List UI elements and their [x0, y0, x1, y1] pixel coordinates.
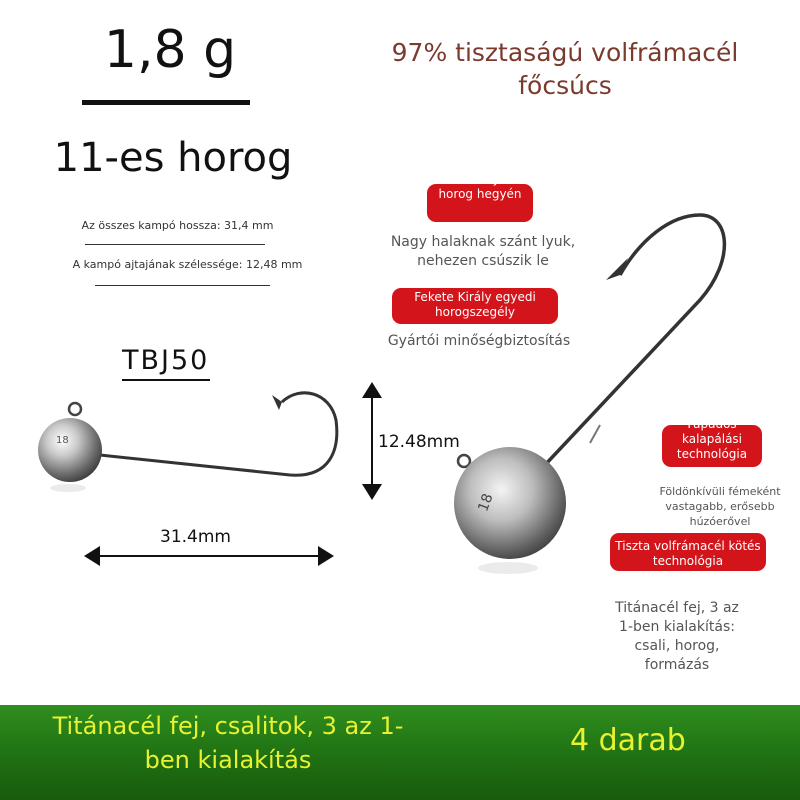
small-jig-hook	[38, 393, 337, 492]
height-dimension-label: 12.48mm	[378, 432, 460, 452]
feature-desc-black-king: Gyártói minőségbiztosítás	[387, 333, 571, 349]
svg-text:18: 18	[56, 435, 69, 446]
banner-quantity-text: 4 darab	[570, 723, 686, 758]
feature-desc-bleeding-tip: Nagy halaknak szánt lyuk, nehezen csúszik le	[390, 234, 576, 269]
feature-desc-forging: Földönkívüli fémeként vastagabb, erősebb húzóerővel	[659, 485, 781, 528]
height-arrow-top	[362, 382, 382, 398]
width-arrow-right	[318, 546, 334, 566]
total-length-spec: Az összes kampó hossza: 31,4 mm	[81, 219, 274, 232]
width-dimension-label: 31.4mm	[160, 527, 231, 547]
feature-tag-bleeding-tip: Vérző vérnyilás a horog hegyén	[427, 184, 533, 222]
feature-tag-black-king: Fekete Király egyedi horogszegély	[392, 288, 558, 324]
purity-line-1: 97% tisztaságú volfrámacél	[391, 38, 739, 67]
height-arrow-bottom	[362, 484, 382, 500]
gap-width-spec: A kampó ajtajának szélessége: 12,48 mm	[72, 258, 303, 271]
hook-size-label: 11-es horog	[53, 135, 293, 181]
weight-label: 1,8 g	[103, 20, 237, 80]
purity-line-2: főcsúcs	[518, 71, 612, 100]
feature-tag-tungsten-binding: Tiszta volfrámacél kötés technológia	[610, 533, 766, 571]
banner-feature-text: Titánacél fej, csalitok, 3 az 1-ben kialakítás	[52, 712, 404, 774]
feature-tag-forging: Fapados kalapálási technológia	[662, 425, 762, 467]
feature-desc-tungsten-binding: Titánacél fej, 3 az 1-ben kialakítás: csali, horog, formázás	[615, 600, 739, 673]
svg-text:18: 18	[475, 491, 497, 514]
model-code: TBJ50	[122, 345, 210, 376]
width-arrow-left	[84, 546, 100, 566]
